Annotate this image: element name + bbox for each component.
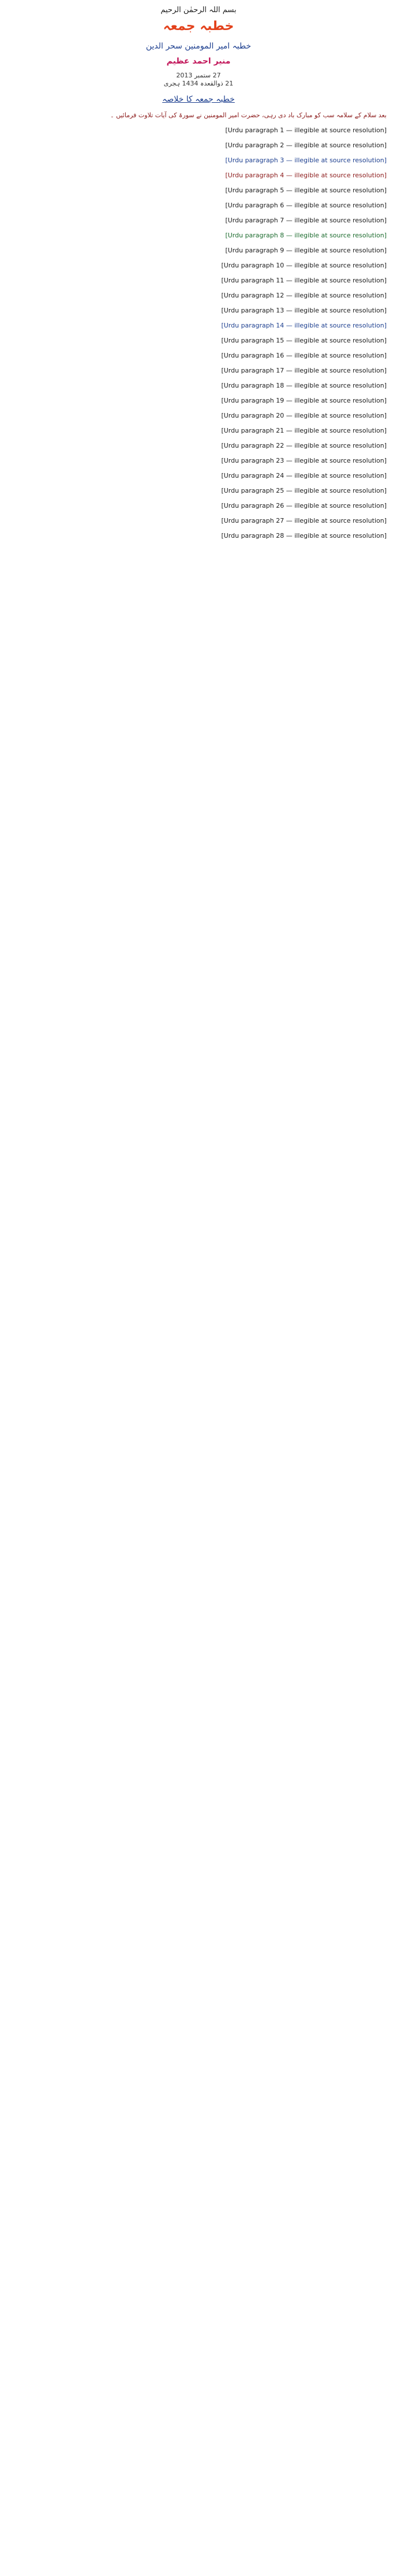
body-paragraph: [Urdu paragraph 25 — illegible at source resolution] [221, 487, 387, 494]
date-hijri: 21 ذوالقعدہ 1434 ہجری [163, 80, 234, 87]
body-paragraph: [Urdu paragraph 24 — illegible at source resolution] [221, 472, 387, 479]
body-paragraph: [Urdu paragraph 10 — illegible at source resolution] [221, 262, 387, 269]
body-paragraph: [Urdu paragraph 13 — illegible at source resolution] [221, 307, 387, 314]
body-paragraph: [Urdu paragraph 7 — illegible at source resolution] [225, 217, 387, 224]
body-paragraph: [Urdu paragraph 26 — illegible at source resolution] [221, 502, 387, 509]
body-paragraph: [Urdu paragraph 23 — illegible at source resolution] [221, 457, 387, 464]
body-paragraph: [Urdu paragraph 6 — illegible at source resolution] [225, 202, 387, 209]
body-paragraph: [Urdu paragraph 27 — illegible at source resolution] [221, 517, 387, 524]
body-paragraph: [Urdu paragraph 11 — illegible at source resolution] [221, 277, 387, 284]
date-block [10, 72, 387, 88]
article-body [10, 126, 387, 2430]
body-paragraph: [Urdu paragraph 2 — illegible at source resolution] [225, 142, 387, 149]
body-paragraph: [Urdu paragraph 17 — illegible at source resolution] [221, 367, 387, 374]
body-paragraph: [Urdu paragraph 18 — illegible at source resolution] [221, 382, 387, 389]
khutbah-subtitle: خطبہ امیر المومنین سحر الدین [145, 42, 252, 51]
body-paragraph: [Urdu paragraph 28 — illegible at source resolution] [221, 532, 387, 539]
body-paragraph: [Urdu paragraph 12 — illegible at source resolution] [221, 292, 387, 299]
body-paragraph: [Urdu paragraph 9 — illegible at source resolution] [225, 247, 387, 254]
author-name: منیر احمد عظیم [166, 57, 231, 66]
body-paragraph: [Urdu paragraph 5 — illegible at source resolution] [225, 187, 387, 194]
summary-heading: خطبہ جمعہ کا خلاصہ [162, 95, 235, 104]
intro-line: بعد سلام کے سلامہ سب کو مبارک باد دی رہی، حضرت امیر المومنین نے سورۃ کی آیات تلاوت فرمائیں ۔ [110, 111, 387, 119]
page-title: خطبہ جمعہ [163, 19, 234, 33]
body-paragraph: [Urdu paragraph 19 — illegible at source resolution] [221, 397, 387, 404]
body-paragraph: [Urdu paragraph 20 — illegible at source resolution] [221, 412, 387, 419]
body-paragraph: [Urdu paragraph 14 — illegible at source resolution] [221, 322, 387, 329]
date-gregorian: 27 ستمبر 2013 [176, 72, 221, 79]
body-paragraph: [Urdu paragraph 3 — illegible at source resolution] [225, 157, 387, 164]
body-paragraph: [Urdu paragraph 1 — illegible at source resolution] [225, 126, 387, 134]
body-paragraph: [Urdu paragraph 22 — illegible at source resolution] [221, 442, 387, 449]
bismillah: بسم اللہ الرحمٰن الرحیم [160, 6, 237, 14]
body-paragraph: [Urdu paragraph 16 — illegible at source resolution] [221, 352, 387, 359]
body-paragraph: [Urdu paragraph 8 — illegible at source resolution] [225, 232, 387, 239]
body-paragraph: [Urdu paragraph 4 — illegible at source resolution] [225, 172, 387, 179]
body-paragraph: [Urdu paragraph 15 — illegible at source resolution] [221, 337, 387, 344]
body-paragraph: [Urdu paragraph 21 — illegible at source resolution] [221, 427, 387, 434]
